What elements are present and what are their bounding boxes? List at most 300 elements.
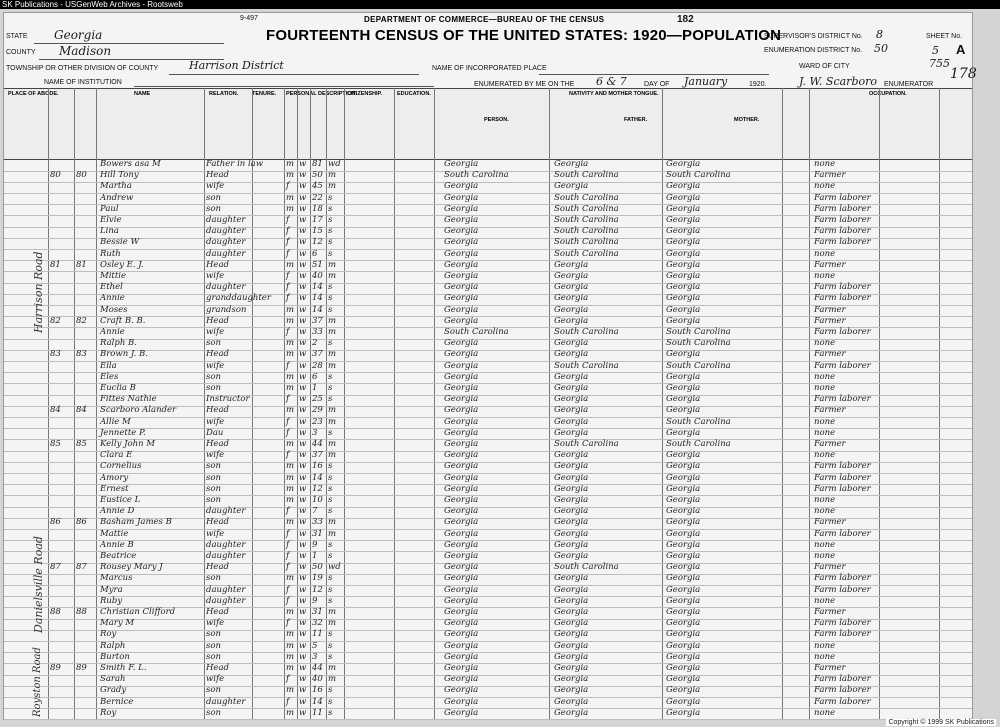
cell-father: Georgia [554,607,589,617]
cell-name: Ethel [100,282,123,293]
cell-age: 16 [312,685,323,696]
cell-relation: son [206,707,221,718]
cell-sex: m [286,629,295,640]
cell-occupation: none [814,271,836,281]
cell-age: 14 [312,472,323,483]
cell-father: Georgia [554,304,589,315]
cell-birthplace: Georgia [444,573,479,584]
cell-father: Georgia [554,707,589,718]
cell-race: w [299,517,307,528]
cell-birthplace: Georgia [444,696,479,707]
cell-marital: s [328,685,333,696]
cell-birthplace: Georgia [444,595,479,606]
cell-father: Georgia [554,461,589,472]
col-mother: MOTHER. [734,117,760,123]
state-value: Georgia [54,28,103,42]
cell-relation: daughter [206,539,246,550]
cell-name: Beatrice [100,551,137,561]
cell-marital: m [328,528,337,539]
cell-relation: wife [206,271,225,281]
cell-birthplace: Georgia [444,271,479,281]
cell-age: 14 [312,696,323,707]
cell-age: 14 [312,304,323,315]
cell-occupation: Farmer [814,170,846,181]
cell-age: 3 [312,427,318,438]
incorporated-label: NAME OF INCORPORATED PLACE [432,65,547,72]
cell-mother: Georgia [666,203,701,214]
cell-marital: s [328,427,333,438]
page-stamp: 182 [677,14,694,25]
cell-race: w [299,170,307,181]
cell-age: 1 [312,551,318,561]
cell-family: 88 [76,607,87,617]
cell-name: Fittes Nathie [100,394,157,405]
cell-sex: m [286,495,295,505]
cell-sex: m [286,383,295,393]
cell-father: Georgia [554,349,589,360]
cell-name: Christian Clifford [100,607,176,617]
cell-occupation: Farm laborer [814,203,871,214]
cell-occupation: Farmer [814,405,846,416]
cell-relation: son [206,472,221,483]
cell-mother: Georgia [666,349,701,360]
cell-father: South Carolina [554,192,619,203]
cell-name: Martha [100,181,132,192]
cell-birthplace: Georgia [444,405,479,416]
cell-mother: Georgia [666,629,701,640]
cell-occupation: Farmer [814,607,846,617]
cell-birthplace: Georgia [444,640,479,651]
col-tenure: TENURE. [252,91,277,97]
cell-name: Craft B. B. [100,315,146,326]
sheet-label: SHEET No. [926,33,963,40]
cell-relation: daughter [206,237,246,248]
cell-race: w [299,394,307,405]
cell-marital: m [328,674,337,685]
cell-name: Annie D [100,506,135,517]
cell-sex: f [286,271,290,281]
township-value: Harrison District [189,59,284,72]
cell-sex: m [286,651,295,662]
census-grid [4,88,972,719]
cell-father: Georgia [554,371,589,382]
cell-race: w [299,338,307,349]
cell-marital: s [328,651,333,662]
cell-occupation: Farm laborer [814,360,871,371]
cell-relation: daughter [206,506,246,517]
cell-name: Eles [100,371,119,382]
cell-mother: Georgia [666,159,701,169]
cell-sex: m [286,259,295,270]
cell-birthplace: Georgia [444,461,479,472]
cell-birthplace: Georgia [444,315,479,326]
cell-relation: Head [206,349,229,360]
cell-age: 5 [312,640,318,651]
cell-race: w [299,203,307,214]
cell-age: 29 [312,405,323,416]
cell-birthplace: Georgia [444,192,479,203]
cell-occupation: none [814,427,836,438]
cell-occupation: Farm laborer [814,573,871,584]
cell-father: South Carolina [554,215,619,225]
cell-marital: wd [328,562,341,573]
cell-relation: wife [206,181,225,192]
cell-occupation: Farm laborer [814,282,871,293]
cell-family: 82 [76,315,87,326]
column-header [4,88,972,160]
cell-name: Osley E. J. [100,259,144,270]
cell-sex: f [286,394,290,405]
cell-occupation: Farm laborer [814,293,871,304]
cell-family: 80 [76,170,87,181]
cell-sex: m [286,685,295,696]
cell-father: Georgia [554,483,589,494]
cell-name: Ruth [100,248,121,259]
cell-father: Georgia [554,618,589,629]
cell-mother: Georgia [666,293,701,304]
cell-marital: m [328,439,337,449]
cell-mother: Georgia [666,472,701,483]
cell-name: Annie [100,327,125,337]
cell-sex: f [286,539,290,550]
cell-race: w [299,685,307,696]
cell-dwelling: 84 [50,405,61,416]
cell-age: 40 [312,271,323,281]
sheet-letter: A [956,42,966,57]
cell-relation: Head [206,405,229,416]
cell-mother: Georgia [666,237,701,248]
cell-name: Annie B [100,539,134,550]
cell-name: Euclia B [100,383,136,393]
cell-sex: f [286,416,290,427]
cell-occupation: none [814,159,836,169]
cell-father: Georgia [554,315,589,326]
cell-sex: m [286,349,295,360]
cell-relation: daughter [206,584,246,595]
cell-mother: Georgia [666,663,701,673]
cell-name: Myra [100,584,123,595]
cell-dwelling: 88 [50,607,61,617]
cell-age: 12 [312,584,323,595]
cell-mother: Georgia [666,707,701,718]
cell-age: 44 [312,663,323,673]
cell-marital: s [328,539,333,550]
cell-occupation: Farmer [814,439,846,449]
cell-name: Andrew [100,192,134,203]
cell-sex: m [286,573,295,584]
cell-race: w [299,461,307,472]
cell-marital: s [328,248,333,259]
cell-marital: s [328,394,333,405]
cell-birthplace: Georgia [444,416,479,427]
cell-sex: m [286,159,295,169]
cell-marital: s [328,707,333,718]
cell-father: South Carolina [554,327,619,337]
cell-name: Ella [100,360,117,371]
col-occupation: OCCUPATION. [869,91,907,97]
cell-relation: wife [206,528,225,539]
cell-occupation: Farmer [814,663,846,673]
cell-race: w [299,360,307,371]
cell-occupation: none [814,495,836,505]
cell-family: 89 [76,663,87,673]
institution-label: NAME OF INSTITUTION [44,79,122,86]
cell-name: Ralph B. [100,338,137,349]
cell-relation: son [206,338,221,349]
cell-birthplace: Georgia [444,685,479,696]
cell-mother: Georgia [666,483,701,494]
cell-sex: f [286,237,290,248]
cell-father: Georgia [554,551,589,561]
cell-family: 85 [76,439,87,449]
cell-race: w [299,495,307,505]
cell-race: w [299,674,307,685]
cell-birthplace: Georgia [444,215,479,225]
cell-sex: m [286,663,295,673]
cell-mother: Georgia [666,248,701,259]
cell-mother: Georgia [666,685,701,696]
cell-sex: f [286,450,290,461]
cell-name: Mittie [100,271,127,281]
cell-marital: s [328,383,333,393]
cell-race: w [299,159,307,169]
cell-name: Amory [100,472,129,483]
cell-race: w [299,315,307,326]
cell-birthplace: Georgia [444,584,479,595]
cell-relation: son [206,383,221,393]
cell-relation: son [206,203,221,214]
census-rows [4,159,972,719]
col-father: FATHER. [624,117,648,123]
cell-race: w [299,439,307,449]
enumerated-day: 6 & 7 [596,75,627,88]
cell-name: Jennette P. [100,427,146,438]
col-education: EDUCATION. [397,91,431,97]
cell-occupation: Farmer [814,259,846,270]
cell-age: 7 [312,506,318,517]
cell-marital: s [328,304,333,315]
department-title: DEPARTMENT OF COMMERCE—BUREAU OF THE CENSUS [364,15,605,24]
cell-birthplace: Georgia [444,707,479,718]
census-year: 1920. [749,81,767,88]
cell-sex: m [286,472,295,483]
cell-name: Kelly John M [100,439,155,449]
cell-sex: m [286,203,295,214]
cell-occupation: Farmer [814,304,846,315]
cell-birthplace: Georgia [444,483,479,494]
cell-mother: Georgia [666,405,701,416]
cell-race: w [299,539,307,550]
cell-name: Smith F. L. [100,663,147,673]
cell-birthplace: Georgia [444,607,479,617]
cell-occupation: Farm laborer [814,472,871,483]
cell-marital: s [328,506,333,517]
cell-father: Georgia [554,282,589,293]
cell-marital: s [328,282,333,293]
cell-relation: daughter [206,696,246,707]
cell-age: 10 [312,495,323,505]
cell-sex: m [286,192,295,203]
cell-age: 1 [312,383,318,393]
cell-birthplace: Georgia [444,618,479,629]
cell-mother: South Carolina [666,360,731,371]
cell-mother: Georgia [666,495,701,505]
cell-name: Ernest [100,483,129,494]
cell-sex: f [286,528,290,539]
enumerated-label: ENUMERATED BY ME ON THE [474,81,575,88]
cell-birthplace: Georgia [444,439,479,449]
side-note-royston: Royston Road [32,647,43,717]
cell-father: Georgia [554,472,589,483]
cell-name: Allie M [100,416,131,427]
cell-sex: f [286,293,290,304]
cell-sex: f [286,427,290,438]
enumeration-value: 50 [874,42,888,55]
cell-relation: Head [206,663,229,673]
cell-race: w [299,629,307,640]
day-of-label: DAY OF [644,81,670,88]
cell-mother: Georgia [666,528,701,539]
cell-relation: Dau [206,427,224,438]
cell-relation: wife [206,450,225,461]
cell-birthplace: Georgia [444,551,479,561]
cell-relation: son [206,495,221,505]
cell-race: w [299,259,307,270]
cell-race: w [299,192,307,203]
cell-sex: m [286,640,295,651]
cell-sex: f [286,506,290,517]
cell-marital: s [328,551,333,561]
cell-name: Ralph [100,640,126,651]
cell-birthplace: Georgia [444,248,479,259]
cell-dwelling: 89 [50,663,61,673]
cell-age: 32 [312,618,323,629]
cell-birthplace: South Carolina [444,327,509,337]
sheet-value: 5 [932,44,939,57]
cell-relation: daughter [206,226,246,237]
cell-mother: Georgia [666,215,701,225]
cell-relation: Head [206,562,229,573]
cell-age: 6 [312,248,318,259]
cell-mother: Georgia [666,640,701,651]
cell-mother: Georgia [666,674,701,685]
cell-race: w [299,304,307,315]
cell-sex: f [286,551,290,561]
cell-name: Burton [100,651,130,662]
cell-race: w [299,215,307,225]
cell-name: Mattie [100,528,129,539]
cell-birthplace: Georgia [444,528,479,539]
cell-birthplace: Georgia [444,495,479,505]
cell-marital: m [328,405,337,416]
cell-sex: f [286,674,290,685]
cell-father: Georgia [554,394,589,405]
cell-sex: f [286,360,290,371]
cell-marital: s [328,237,333,248]
cell-marital: m [328,170,337,181]
cell-marital: m [328,416,337,427]
col-relation: RELATION. [209,91,239,97]
cell-father: Georgia [554,539,589,550]
cell-marital: s [328,338,333,349]
cell-name: Elvie [100,215,122,225]
cell-father: South Carolina [554,562,619,573]
cell-age: 37 [312,349,323,360]
cell-dwelling: 86 [50,517,61,528]
cell-dwelling: 82 [50,315,61,326]
cell-father: Georgia [554,259,589,270]
cell-father: South Carolina [554,170,619,181]
cell-mother: Georgia [666,562,701,573]
cell-family: 86 [76,517,87,528]
cell-marital: s [328,573,333,584]
cell-name: Brown J. B. [100,349,148,360]
corner-number: 178 [950,66,977,82]
cell-birthplace: Georgia [444,181,479,192]
cell-age: 50 [312,562,323,573]
cell-race: w [299,181,307,192]
cell-mother: South Carolina [666,338,731,349]
cell-relation: daughter [206,248,246,259]
cell-marital: s [328,371,333,382]
cell-age: 19 [312,573,323,584]
supervisor-label: SUPERVISOR'S DISTRICT No. [764,33,863,40]
supervisor-value: 8 [876,28,883,41]
cell-marital: m [328,349,337,360]
cell-birthplace: Georgia [444,226,479,237]
cell-father: Georgia [554,416,589,427]
cell-father: Georgia [554,584,589,595]
cell-marital: m [328,315,337,326]
cell-race: w [299,405,307,416]
col-personal-description: PERSONAL DESCRIPTION. [286,91,358,97]
cell-relation: daughter [206,282,246,293]
cell-birthplace: Georgia [444,472,479,483]
cell-age: 3 [312,651,318,662]
cell-birthplace: Georgia [444,259,479,270]
cell-name: Roy [100,707,117,718]
cell-birthplace: Georgia [444,383,479,393]
col-nativity: NATIVITY AND MOTHER TONGUE. [569,91,659,97]
cell-father: Georgia [554,293,589,304]
cell-occupation: Farm laborer [814,584,871,595]
cell-marital: s [328,495,333,505]
cell-mother: Georgia [666,539,701,550]
cell-marital: s [328,483,333,494]
cell-sex: f [286,248,290,259]
cell-relation: Head [206,517,229,528]
cell-father: Georgia [554,629,589,640]
cell-birthplace: South Carolina [444,170,509,181]
cell-occupation: none [814,450,836,461]
cell-sex: f [286,215,290,225]
cell-occupation: Farm laborer [814,483,871,494]
cell-father: Georgia [554,495,589,505]
cell-occupation: Farmer [814,517,846,528]
cell-marital: m [328,450,337,461]
cell-name: Bernice [100,696,134,707]
cell-birthplace: Georgia [444,517,479,528]
cell-marital: s [328,461,333,472]
cell-sex: m [286,405,295,416]
cell-mother: Georgia [666,394,701,405]
cell-race: w [299,607,307,617]
cell-race: w [299,271,307,281]
cell-father: Georgia [554,405,589,416]
cell-mother: Georgia [666,584,701,595]
cell-name: Bowers asa M [100,159,161,169]
cell-occupation: Farmer [814,315,846,326]
